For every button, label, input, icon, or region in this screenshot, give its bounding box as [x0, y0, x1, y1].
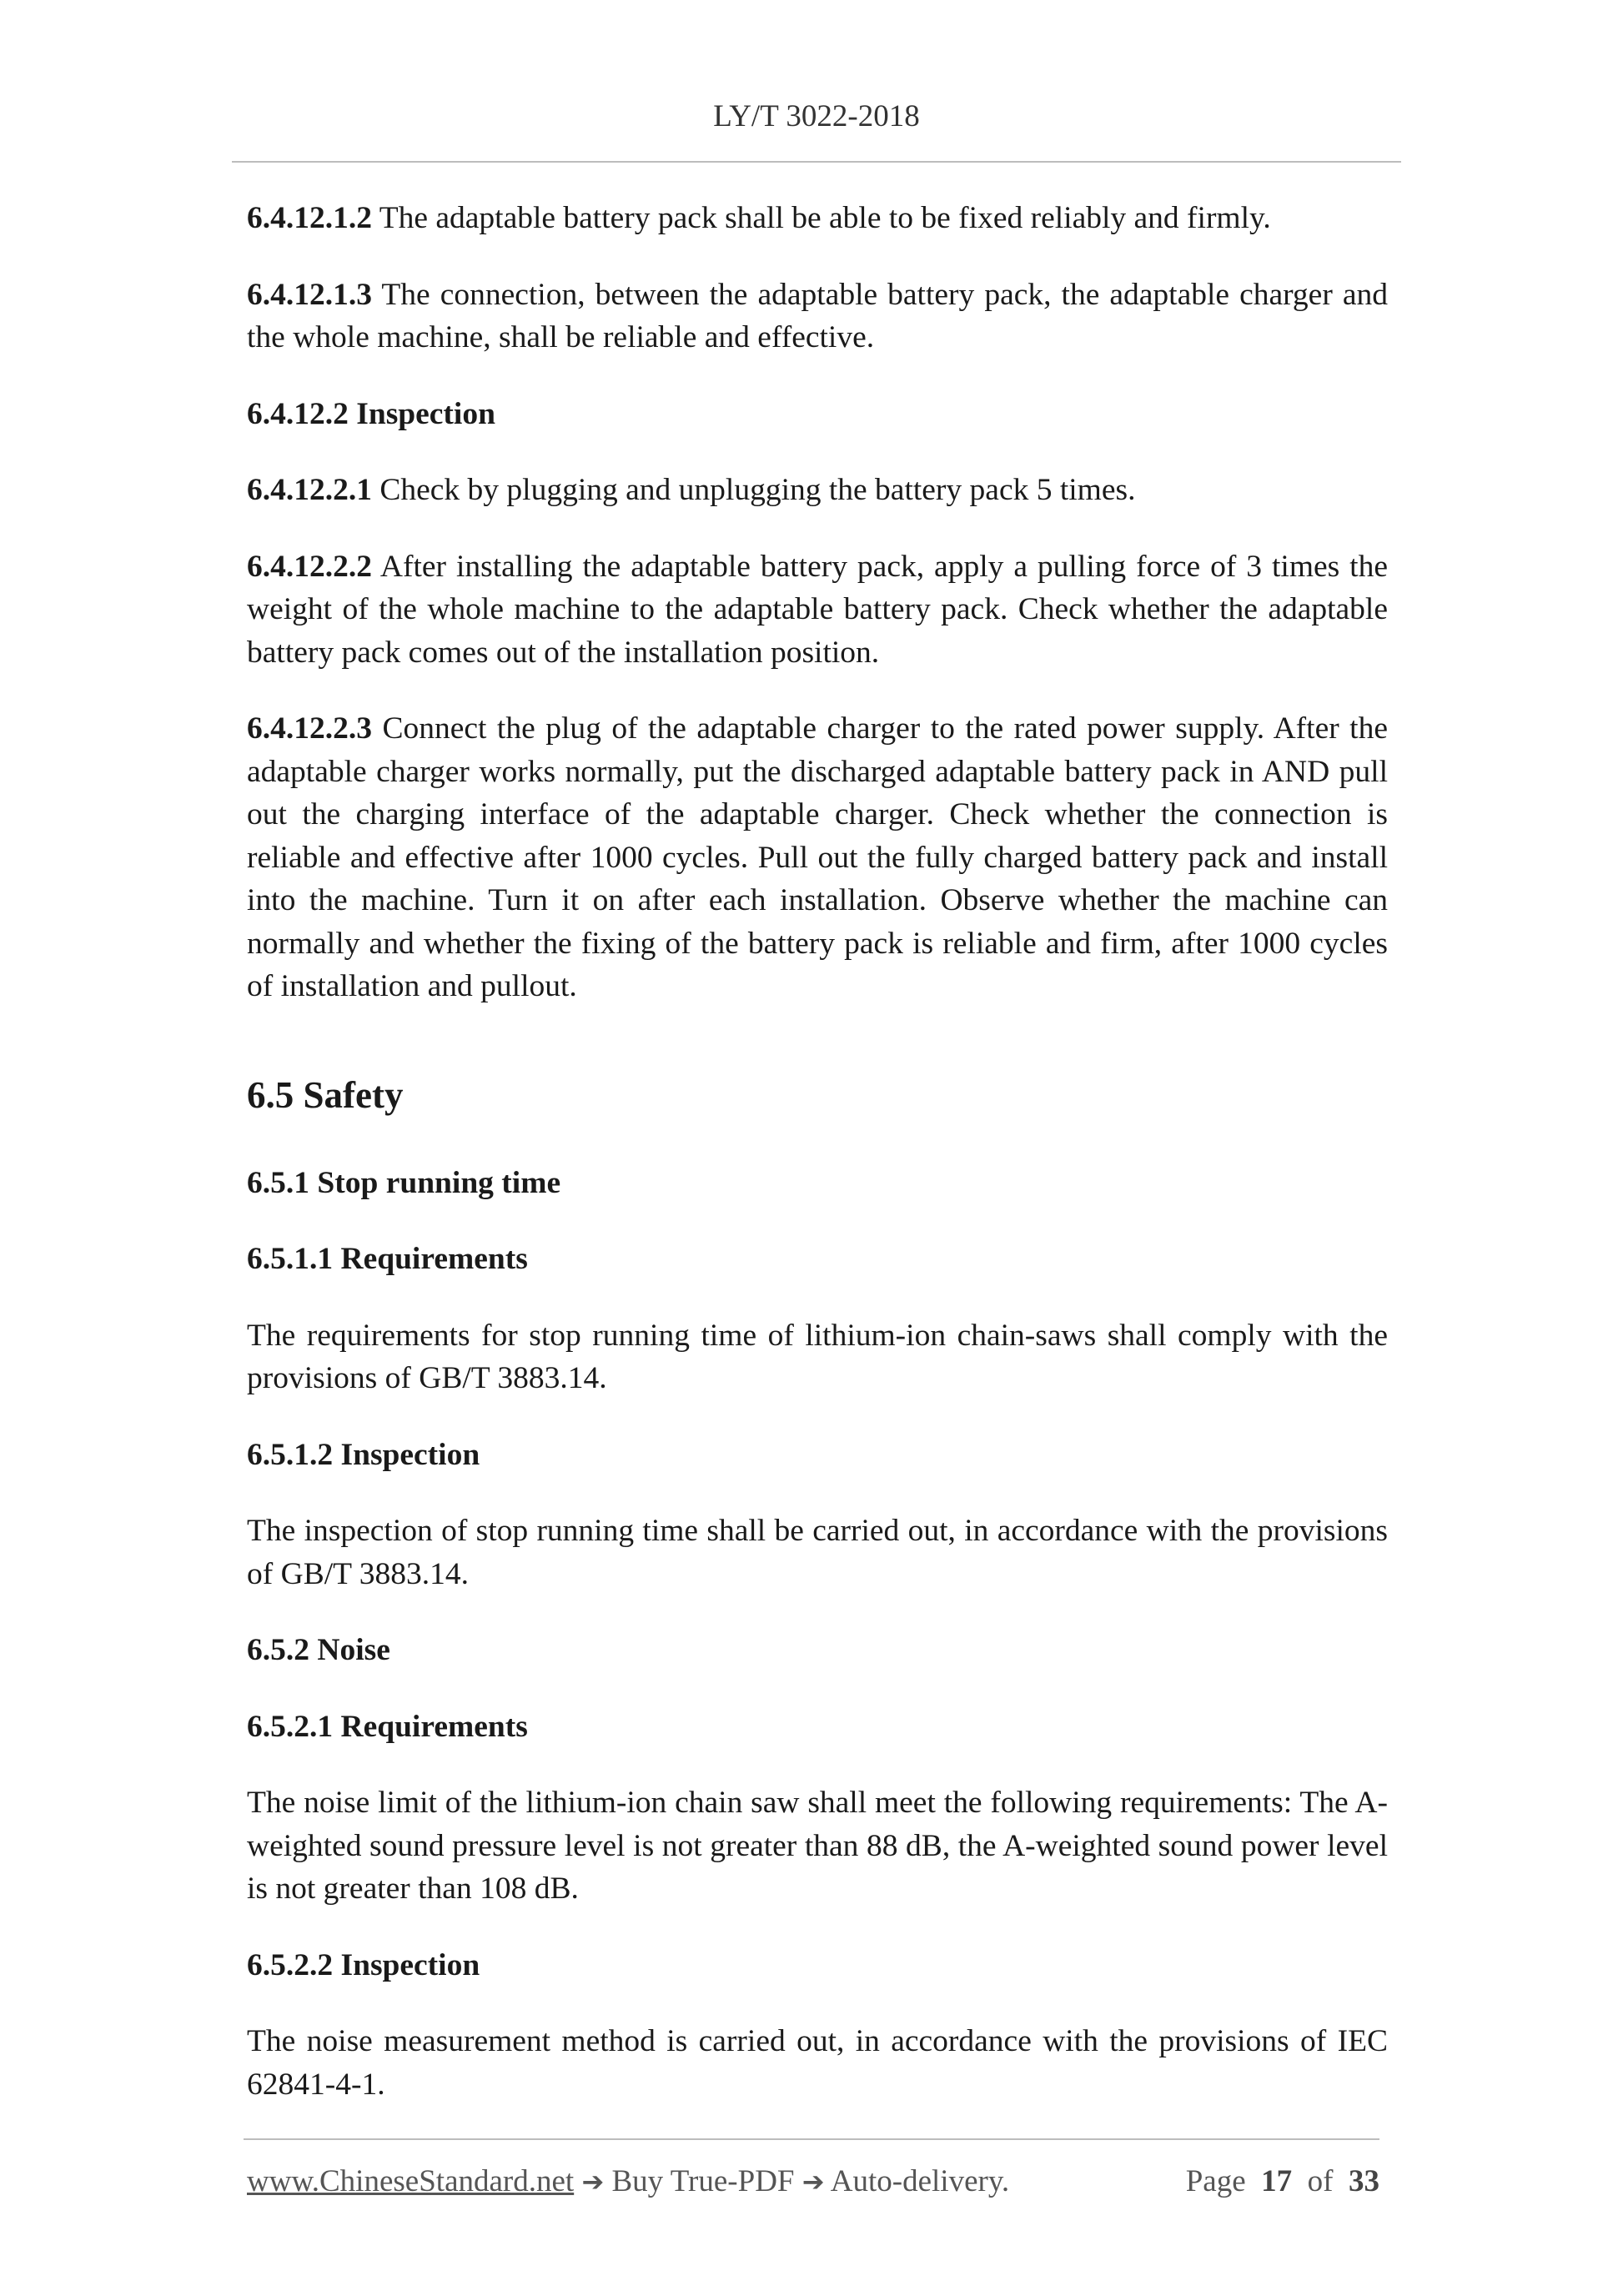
- clause-number: 6.4.12.2.1: [247, 473, 372, 507]
- page-current: 17: [1261, 2164, 1293, 2198]
- heading-6-4-12-2: 6.4.12.2 Inspection: [247, 396, 495, 431]
- footer-step-delivery: Auto-delivery.: [824, 2164, 1010, 2198]
- paragraph-6-5-1-1: The requirements for stop running time of lithium-ion chain-saws shall comply with the provisions of GB/T 3883.14.: [247, 1318, 1388, 1395]
- paragraph-6-5-1-2: The inspection of stop running time shall be carried out, in accordance with the provisions of GB/T 3883.14.: [247, 1514, 1388, 1591]
- page-footer: [247, 2163, 1379, 2199]
- footer-left: [247, 2163, 1009, 2199]
- clause-text: The adaptable battery pack shall be able to be fixed reliably and firmly.: [372, 201, 1271, 235]
- arrow-right-icon: ➔: [581, 2166, 605, 2198]
- clause-6-4-12-1-2: [247, 197, 1388, 240]
- paragraph-6-5-2-1: The noise limit of the lithium-ion chain saw shall meet the following requirements: The A-weighted sound pressure level is not greater than 88 dB, the A-weighted sound power level is not greater than 108 dB.: [247, 1786, 1388, 1906]
- of-word: of: [1307, 2164, 1334, 2198]
- clause-text: Check by plugging and unplugging the battery pack 5 times.: [372, 473, 1136, 507]
- page-body: [247, 197, 1388, 2139]
- page-word: Page: [1185, 2164, 1246, 2198]
- running-header: LY/T 3022-2018: [713, 99, 920, 133]
- page-number: [1186, 2163, 1379, 2199]
- paragraph-6-5-2-2: The noise measurement method is carried out, in accordance with the provisions of IEC 62841-4-1.: [247, 2024, 1388, 2102]
- heading-6-5-1-2: 6.5.1.2 Inspection: [247, 1437, 480, 1472]
- clause-6-4-12-2-3: [247, 707, 1388, 1008]
- clause-text: After installing the adaptable battery pack, apply a pulling force of 3 times the weight of the whole machine to the adaptable battery pack. Check whether the adaptable battery pack comes out of the installation position.: [247, 549, 1388, 670]
- header-divider: [232, 161, 1401, 163]
- heading-6-5-1-1: 6.5.1.1 Requirements: [247, 1242, 528, 1276]
- footer-step-buy: Buy True-PDF: [604, 2164, 802, 2198]
- page-total: 33: [1349, 2164, 1379, 2198]
- heading-6-5-1: 6.5.1 Stop running time: [247, 1165, 561, 1200]
- clause-6-4-12-2-1: [247, 469, 1388, 512]
- arrow-right-icon: ➔: [801, 2166, 825, 2198]
- clause-text: Connect the plug of the adaptable charger to the rated power supply. After the adaptable charger works normally, put the discharged adaptable battery pack in AND pull out the charging interface of the adaptable charger. Check whether the connection is reliable and effective after 1000 cycles. Pull out the fully charged battery pack and install into the machine. Turn it on after each installation. Observe whether the machine can normally and whether the fixing of the battery pack is reliable and firm, after 1000 cycles of installation and pullout.: [247, 711, 1388, 1003]
- clause-6-4-12-2-2: [247, 545, 1388, 675]
- clause-number: 6.4.12.1.2: [247, 201, 372, 235]
- clause-number: 6.4.12.1.3: [247, 277, 372, 312]
- section-title-6-5: 6.5 Safety: [247, 1073, 404, 1116]
- clause-number: 6.4.12.2.3: [247, 711, 372, 746]
- heading-6-5-2: 6.5.2 Noise: [247, 1633, 390, 1667]
- clause-6-4-12-1-3: [247, 274, 1388, 359]
- heading-6-5-2-1: 6.5.2.1 Requirements: [247, 1709, 528, 1744]
- clause-text: The connection, between the adaptable battery pack, the adaptable charger and the whole machine, shall be reliable and effective.: [247, 277, 1388, 354]
- heading-6-5-2-2: 6.5.2.2 Inspection: [247, 1947, 480, 1982]
- footer-divider: [244, 2138, 1379, 2140]
- site-link[interactable]: www.ChineseStandard.net: [247, 2164, 575, 2198]
- clause-number: 6.4.12.2.2: [247, 549, 372, 584]
